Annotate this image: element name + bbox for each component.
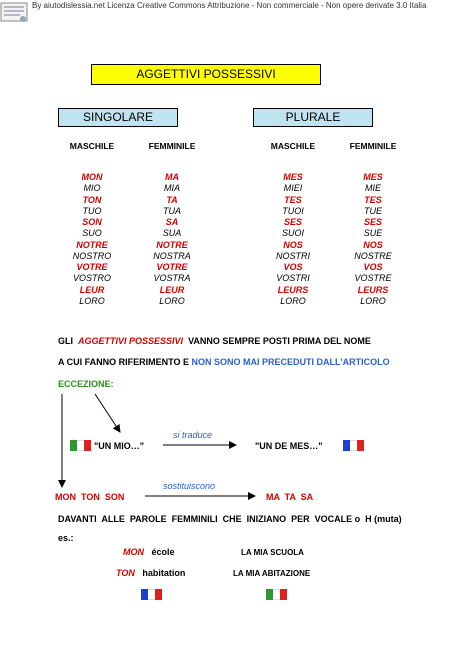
italian-flag-icon	[70, 440, 91, 451]
italian-word: LORO	[79, 295, 105, 306]
rule2-end: NON SONO MAI PRECEDUTI DALL'ARTICOLO	[191, 357, 390, 367]
rule-line-3: DAVANTI ALLE PAROLE FEMMINILI CHE INIZIANO PER VOCALE o H (muta)	[58, 514, 402, 524]
italian-word: SUOI	[281, 228, 304, 239]
italian-word: MIO	[83, 183, 101, 194]
example-row-1	[123, 547, 175, 557]
example-noun: école	[151, 547, 175, 557]
example-translation-2: LA MIA ABITAZIONE	[233, 569, 311, 578]
example1-left: "UN MIO…"	[94, 441, 145, 451]
italian-word: TUO	[82, 205, 102, 216]
example-adj: TON	[116, 568, 135, 578]
example-noun: habitation	[142, 568, 186, 578]
french-word: NOTRE	[156, 239, 188, 250]
italian-word: MIE	[364, 183, 381, 194]
license-header: By aiutodislessia.net Licenza Creative Commons Attribuzione - Non commerciale - Non opere derivate 3.0 Italia	[32, 1, 427, 10]
french-word: LEURS	[277, 284, 309, 295]
french-word: TES	[364, 194, 382, 205]
example1-verb: si traduce	[173, 430, 213, 440]
plurale-maschile-header: MASCHILE	[270, 141, 316, 151]
italian-word: NOSTRE	[354, 250, 392, 261]
french-word: TON	[82, 194, 102, 205]
singolare-maschile-header: MASCHILE	[69, 141, 115, 151]
french-word: MON	[81, 172, 103, 182]
french-word: MES	[283, 172, 303, 182]
plurale-label: PLURALE	[285, 110, 341, 124]
french-flag-icon	[343, 440, 364, 451]
italian-word: LORO	[280, 295, 306, 306]
french-word: LEUR	[79, 284, 105, 295]
italian-word: TUE	[364, 205, 382, 216]
example-translation-1: LA MIA SCUOLA	[241, 548, 304, 557]
french-word: SES	[283, 217, 302, 227]
italian-word: TUOI	[282, 205, 304, 216]
french-word: TES	[284, 194, 302, 205]
french-word: VOS	[283, 262, 303, 272]
example1-right: "UN DE MES…"	[255, 441, 323, 451]
italian-word: VOSTRE	[354, 273, 392, 284]
singolare-femminile-header: FEMMINILE	[148, 141, 196, 151]
es-label: es.:	[58, 533, 74, 543]
french-word: VOTRE	[76, 262, 108, 272]
italian-word: VOSTRI	[276, 273, 310, 284]
french-word: NOS	[363, 239, 383, 250]
example2-right: MA TA SA	[266, 492, 314, 502]
french-word: SES	[363, 217, 382, 227]
italian-word: NOSTRI	[275, 250, 310, 261]
french-word: MES	[363, 172, 383, 182]
italian-word: LORO	[159, 295, 185, 306]
italian-flag-icon	[266, 589, 287, 600]
italian-word: TUA	[163, 205, 181, 216]
example-row-2	[116, 568, 185, 578]
french-word: NOS	[283, 239, 303, 250]
italian-word: SUO	[82, 228, 102, 239]
italian-word: MIA	[163, 183, 180, 194]
rule1-rest: VANNO SEMPRE POSTI PRIMA DEL NOME	[188, 336, 371, 346]
italian-word: VOSTRO	[72, 273, 111, 284]
example-adj: MON	[123, 547, 144, 557]
french-word: TA	[166, 194, 178, 205]
italian-word: LORO	[360, 295, 386, 306]
french-word: MA	[165, 172, 179, 182]
page-title: AGGETTIVI POSSESSIVI	[136, 67, 276, 81]
french-word: VOTRE	[156, 262, 188, 272]
arrow-icon	[95, 394, 120, 432]
french-word: SON	[82, 217, 102, 227]
italian-word: SUA	[162, 228, 182, 239]
french-word: SA	[165, 217, 179, 227]
example2-left: MON TON SON	[55, 492, 125, 502]
rule1-aggettivi: AGGETTIVI POSSESSIVI	[78, 336, 184, 346]
italian-word: SUE	[363, 228, 383, 239]
singolare-label: SINGOLARE	[82, 110, 154, 124]
french-word: LEURS	[357, 284, 389, 295]
italian-word: NOSTRO	[72, 250, 112, 261]
italian-word: MIEI	[283, 183, 303, 194]
eccezione-label: ECCEZIONE:	[58, 379, 114, 389]
italian-word: NOSTRA	[153, 250, 191, 261]
french-word: LEUR	[159, 284, 185, 295]
french-flag-icon	[141, 589, 162, 600]
french-word: VOS	[363, 262, 383, 272]
french-word: NOTRE	[76, 239, 108, 250]
rule2-start: A CUI FANNO RIFERIMENTO E	[58, 357, 190, 367]
rule1-gli: GLI	[58, 336, 73, 346]
plurale-femminile-header: FEMMINILE	[349, 141, 397, 151]
example2-verb: sostituiscono	[163, 481, 216, 491]
italian-word: VOSTRA	[153, 273, 191, 284]
